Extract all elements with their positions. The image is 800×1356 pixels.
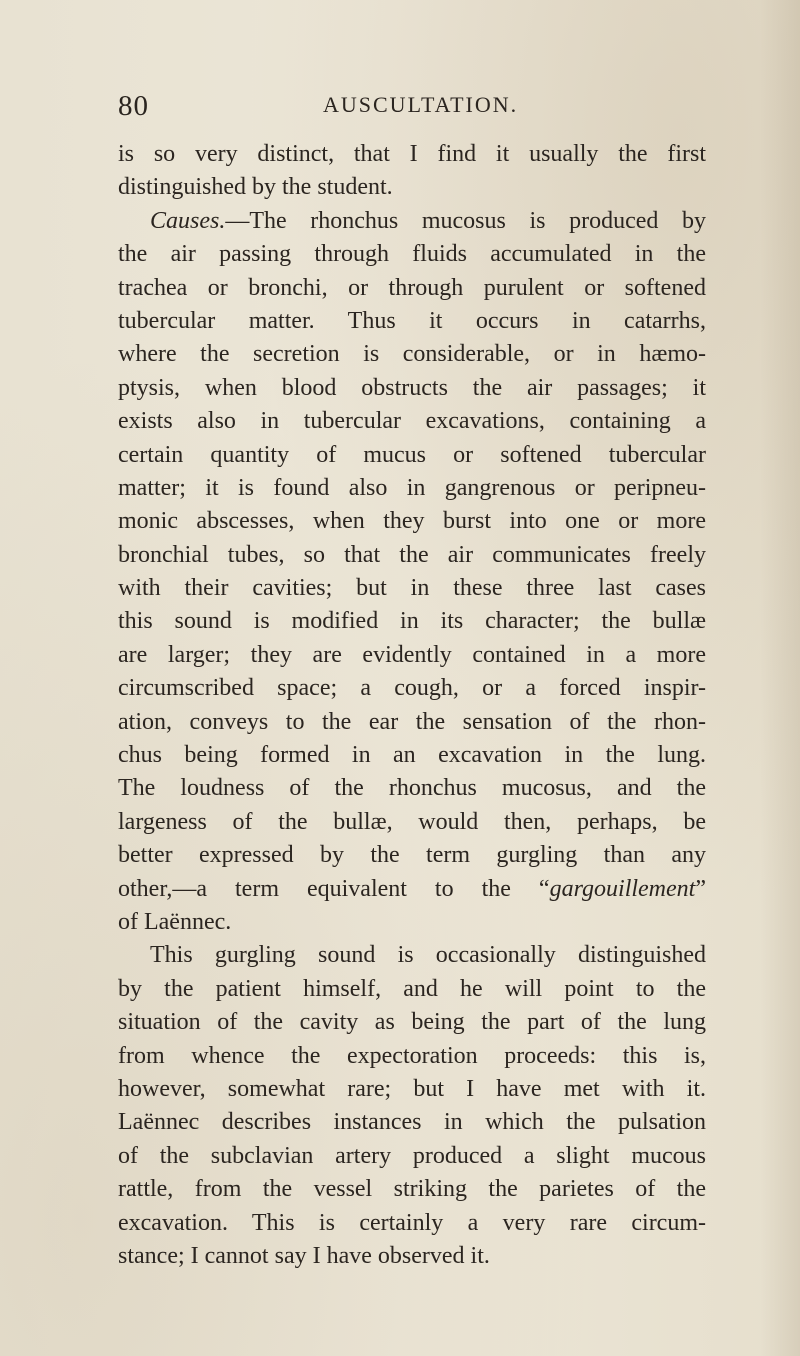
text-line: however, somewhat rare; but I have met with it.: [118, 1075, 706, 1102]
text-line: bronchial tubes, so that the air communicates freely: [118, 541, 706, 568]
text-line: situation of the cavity as being the part of the lung: [118, 1009, 706, 1036]
text-line: of Laënnec.: [118, 908, 232, 935]
body-text: [118, 138, 706, 1273]
text-line: excavation. This is certainly a very rare circum-: [118, 1209, 706, 1236]
text-line: Laënnec describes instances in which the pulsation: [118, 1109, 706, 1136]
text-line: This gurgling sound is occasionally distinguished: [150, 942, 706, 969]
text-line: other,—a term equivalent to the “gargouillement”: [118, 875, 706, 902]
text-line: distinguished by the student.: [118, 174, 393, 201]
text-line: matter; it is found also in gangrenous or peripneu-: [118, 474, 706, 501]
text-line: from whence the expectoration proceeds: this is,: [118, 1042, 706, 1069]
text-line: circumscribed space; a cough, or a forced inspir-: [118, 675, 706, 702]
text-line: trachea or bronchi, or through purulent or softened: [118, 274, 706, 301]
text-line: chus being formed in an excavation in the lung.: [118, 742, 706, 769]
text-line: by the patient himself, and he will point to the: [118, 975, 706, 1002]
text-line: better expressed by the term gurgling than any: [118, 842, 706, 869]
page-edge-shadow: [760, 0, 800, 1356]
text-line: ptysis, when blood obstructs the air passages; it: [118, 374, 706, 401]
text-line: The loudness of the rhonchus mucosus, and the: [118, 775, 706, 802]
text-line: exists also in tubercular excavations, containing a: [118, 408, 706, 435]
text-line: with their cavities; but in these three last cases: [118, 575, 706, 602]
text-line: largeness of the bullæ, would then, perhaps, be: [118, 808, 706, 835]
text-line: Causes.—The rhonchus mucosus is produced by: [150, 207, 706, 234]
text-line: rattle, from the vessel striking the parietes of the: [118, 1176, 706, 1203]
text-line: monic abscesses, when they burst into one or more: [118, 508, 706, 535]
text-line: tubercular matter. Thus it occurs in catarrhs,: [118, 307, 706, 334]
text-line: are larger; they are evidently contained in a more: [118, 641, 706, 668]
running-head: [118, 90, 708, 126]
page-number: 80: [118, 90, 149, 122]
text-line: stance; I cannot say I have observed it.: [118, 1242, 490, 1269]
text-line: the air passing through fluids accumulated in the: [118, 241, 706, 268]
text-line: ation, conveys to the ear the sensation of the rhon-: [118, 708, 706, 735]
text-line: is so very distinct, that I find it usually the first: [118, 141, 706, 167]
text-line: where the secretion is considerable, or in hæmo-: [118, 341, 706, 368]
running-title: AUSCULTATION.: [323, 92, 519, 117]
text-line: certain quantity of mucus or softened tubercular: [118, 441, 706, 468]
text-line: of the subclavian artery produced a slight mucous: [118, 1142, 706, 1169]
text-line: this sound is modified in its character; the bullæ: [118, 608, 706, 635]
